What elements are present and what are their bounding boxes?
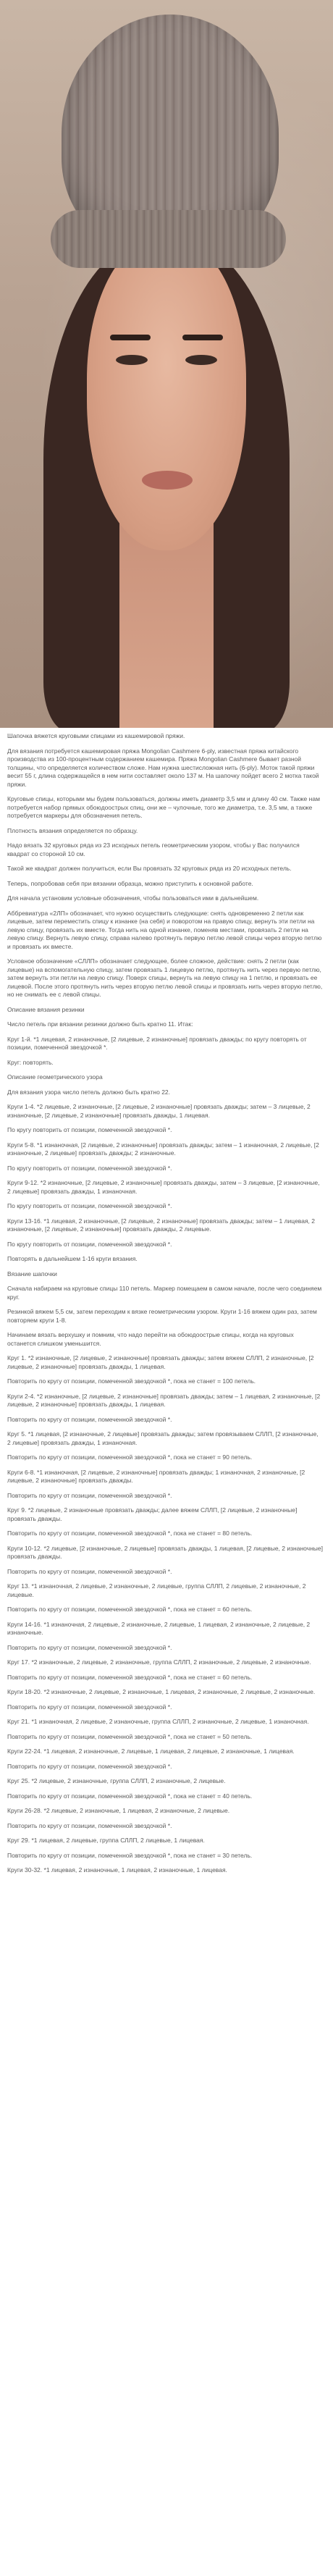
article-paragraph: Условное обозначение «СЛЛП» обозначает следующее, более сложное, действие: снять 2 петли (как лицевые) на вспомогательную спицу, затем провязать 1 лицевую петлю, протянуть нить через первую петлю, затем вернуть эти петли на левую спицу. Поверх спицы, вернуть на левую спицу на 1 петлю, и провязать ее лицевой. После этого протянуть нить через вторую петлю левой спицы и провязать нить через вторую петлю, но не снимать ее с левой спицы.	[7, 957, 324, 998]
article-paragraph: Круг 1. *2 изнаночные, [2 лицевые, 2 изнаночные] провязать дважды; затем вяжем СЛЛП, 2 изнаночные, [2 лицевые, 2 изнаночные] провязать дважды, 1 лицевая.	[7, 1354, 316, 1370]
face	[87, 239, 246, 550]
article-paragraph: Круги 1-4. *2 лицевые, 2 изнаночные, [2 лицевые, 2 изнаночные] провязать дважды; затем – 3 лицевые, 2 изнаночные, [2 лицевые, 2 изнаночные] провязать дважды, 1 лицевая.	[7, 1103, 313, 1119]
article-paragraph: Круг 1-й. *1 лицевая, 2 изнаночные, [2 лицевые, 2 изнаночные] провязать дважды; по кругу повторять от позиции, помеченной звездочкой *.	[7, 1035, 308, 1051]
article-paragraph: Повторить по кругу от позиции, помеченной звездочкой *, пока не станет = 40 петель.	[7, 1792, 253, 1800]
article-paragraph: Повторить по кругу от позиции, помеченной звездочкой *.	[7, 1643, 172, 1651]
article-body	[0, 728, 333, 1875]
article-paragraph: Повторить по кругу от позиции, помеченной звездочкой *.	[7, 1415, 172, 1423]
article-paragraph: Повторить по кругу от позиции, помеченной звездочкой *, пока не станет = 100 петель.	[7, 1377, 256, 1385]
article-paragraph: Круги 14-16. *1 изнаночная, 2 лицевые, 2 изнаночные, 2 лицевые, 1 лицевая, 2 изнаночные, 2 лицевые, 2 изнаночные.	[7, 1620, 312, 1636]
article-paragraph: Повторить по кругу от позиции, помеченной звездочкой *.	[7, 1821, 172, 1829]
article-paragraph: Повторить по кругу от позиции, помеченной звездочкой *.	[7, 1703, 172, 1711]
article-paragraph: Круги 26-28. *2 лицевые, 2 изнаночные, 1 лицевая, 2 изнаночные, 2 лицевые.	[7, 1807, 230, 1814]
article-paragraph: По кругу повторить от позиции, помеченной звездочкой *.	[7, 1240, 172, 1248]
right-eyebrow	[182, 335, 223, 340]
article-paragraph: Повторить по кругу от позиции, помеченной звездочкой *.	[7, 1762, 172, 1770]
article-paragraph: Круги 5-8. *1 изнаночная, [2 лицевые, 2 изнаночные] провязать дважды; затем – 1 изнаночная, 2 лицевые, [2 изнаночные, 2 лицевые] провязать дважды; 2 изнаночные.	[7, 1141, 321, 1157]
article-paragraph: Круги 10-12. *2 лицевые, [2 изнаночные, 2 лицевые] провязать дважды, 1 лицевая, [2 лицевые, 2 изнаночные] провязать дважды.	[7, 1544, 325, 1560]
article-paragraph: По кругу повторить от позиции, помеченной звездочкой *.	[7, 1164, 172, 1172]
article-paragraph: Повторить по кругу от позиции, помеченной звездочкой *, пока не станет = 90 петель.	[7, 1453, 253, 1461]
article-paragraph: Круг 13. *1 изнаночная, 2 лицевые, 2 изнаночные, 2 лицевые, группа СЛЛП, 2 лицевые, 2 изнаночные, 2 лицевые.	[7, 1582, 308, 1598]
article-paragraph: Для вязания узора число петель должно быть кратно 22.	[7, 1088, 171, 1096]
left-eyebrow	[110, 335, 151, 340]
article-paragraph: Повторить по кругу от позиции, помеченной звездочкой *, пока не станет = 30 петель.	[7, 1851, 253, 1859]
article-paragraph: Повторить по кругу от позиции, помеченной звездочкой *, пока не станет = 80 петель.	[7, 1530, 253, 1537]
article-paragraph: Надо вязать 32 круговых ряда из 23 исходных петель геометрическим узором, чтобы у Вас получился квадрат со стороной 10 см.	[7, 842, 302, 857]
article-paragraph: Повторить по кругу от позиции, помеченной звездочкой *.	[7, 1491, 172, 1499]
article-paragraph: Начинаем вязать верхушку и помним, что надо перейти на обоюдоострые спицы, когда на круговых останется слишком уменьшится.	[7, 1331, 296, 1347]
article-paragraph: Круги 30-32. *1 лицевая, 2 изнаночные, 1 лицевая, 2 изнаночные, 1 лицевая.	[7, 1866, 227, 1874]
article-paragraph: Описание геометрического узора	[7, 1073, 103, 1081]
right-eye	[185, 355, 217, 365]
article-paragraph: Круги 22-24. *1 лицевая, 2 изнаночные, 2 лицевые, 1 лицевая, 2 лицевые, 2 изнаночные, 1 лицевая.	[7, 1748, 295, 1755]
article-paragraph: Круг 17. *2 изнаночные, 2 лицевые, 2 изнаночные, группа СЛЛП, 2 изнаночные, 2 лицевые, 2 изнаночные.	[7, 1658, 311, 1666]
article-paragraph: Круги 18-20. *2 изнаночные, 2 лицевые, 2 изнаночные, 1 лицевая, 2 изнаночные, 2 лицевые, 2 изнаночные.	[7, 1688, 316, 1695]
article-paragraph: Описание вязания резинки	[7, 1005, 85, 1013]
article-paragraph: Для вязания потребуется кашемировая пряжа Mongolian Cashmere 6-ply, известная пряжа китайского производства из 100-процентным содержанием кашемира. Пряжа Mongolian Cashmere бывает разной толщины, что определяется количеством сложе. Нам нужна шестисложная нить (6-ply). Моток такой пряжи весит 55 г, длина содержащейся в нем нити составляет около 137 м. На шапочку пойдет всего 2 мотка такой пряжи.	[7, 747, 321, 788]
article-paragraph: По кругу повторить от позиции, помеченной звездочкой *.	[7, 1202, 172, 1209]
hero-photo	[0, 0, 333, 728]
article-paragraph: Круговые спицы, которыми мы будем пользоваться, должны иметь диаметр 3,5 мм и длину 40 см. Также нам потребуется набор прямых обоюдоострых спиц, они же – чулочные, того же диаметра, т.е. 3,5 мм, а также потребуется маркеры для обозначения петель.	[7, 795, 322, 819]
article-paragraph: Аббревиатура «2ЛП» обозначает, что нужно осуществить следующие: снять одновременно 2 петли как лицевые, затем переместить спицу к изнанке (на себя) и поворотом на правую спицу, вернуть эти петли на левую спицу, провязать их вместе. Тогда нить на одной изнанке, поменяв местами, провязать 2 петли на левую спицу. Вернуть левую спицу, справа налево протянуть первую петлю левой спицы через вторую петлю и провязать их вместе.	[7, 909, 324, 950]
article-paragraph: Теперь, попробовав себя при вязании образца, можно приступить к основной работе.	[7, 879, 253, 887]
article-paragraph: Круг 29. *1 лицевая, 2 лицевые, группа СЛЛП, 2 лицевые, 1 лицевая.	[7, 1837, 205, 1844]
article-paragraph: Повторить по кругу от позиции, помеченной звездочкой *, пока не станет = 50 петель.	[7, 1732, 253, 1740]
article-paragraph: Повторить по кругу от позиции, помеченной звездочкой *.	[7, 1567, 172, 1575]
article-paragraph: Такой же квадрат должен получиться, если Вы провязать 32 круговых ряда из 20 исходных петель.	[7, 865, 292, 872]
article-paragraph: Резинкой вяжем 5,5 см, затем переходим к вязке геометрическим узором. Круги 1-16 вяжем один раз, затем повторяем круги 1-8.	[7, 1308, 319, 1324]
article-paragraph: Круг 5. *1 лицевая, [2 изнаночные, 2 лицевые] провязать дважды; затем провязываем СЛЛП, [2 изнаночные, 2 лицевые] провязать дважды, 1 изнаночная.	[7, 1430, 321, 1446]
article-paragraph: Число петель при вязании резинки должно быть кратно 11. Итак:	[7, 1020, 193, 1028]
article-paragraph: Шапочка вяжется круговыми спицами из кашемировой пряжи.	[7, 732, 185, 739]
lips	[142, 471, 193, 490]
article-paragraph: Круги 13-16. *1 лицевая, 2 изнаночные, [2 лицевые, 2 изнаночные] провязать дважды; затем – 1 лицевая, 2 изнаночные, [2 лицевые, 2 изнаночные] провязать дважды, 2 лицевые.	[7, 1217, 317, 1233]
left-eye	[116, 355, 148, 365]
article-paragraph: Круг: повторять.	[7, 1058, 54, 1066]
article-paragraph: По кругу повторить от позиции, помеченной звездочкой *.	[7, 1126, 172, 1133]
article-paragraph: Круги 6-8. *1 изнаночная, [2 лицевые, 2 изнаночные] провязать дважды; 1 изнаночная, 2 изнаночные, [2 лицевые, 2 изнаночные] провязать дважды.	[7, 1468, 307, 1484]
article-paragraph: Повторять в дальнейшем 1-16 круги вязания.	[7, 1255, 138, 1262]
article-paragraph: Вязание шапочки	[7, 1270, 57, 1277]
article-paragraph: Повторить по кругу от позиции, помеченной звездочкой *, пока не станет = 60 петель.	[7, 1673, 253, 1681]
article-paragraph: Для начала установим условные обозначения, чтобы пользоваться ими в дальнейшем.	[7, 894, 259, 902]
article-paragraph: Круг 21. *1 изнаночная, 2 лицевые, 2 изнаночные, группа СЛЛП, 2 изнаночные, 2 лицевые, 1 изнаночная.	[7, 1718, 309, 1725]
hat-brim	[51, 210, 286, 268]
article-paragraph: Круг 25. *2 лицевые, 2 изнаночные, группа СЛЛП, 2 изнаночные, 2 лицевые.	[7, 1777, 226, 1784]
article-paragraph: Сначала набираем на круговые спицы 110 петель. Маркер помещаем в самом начале, после чего соединяем круг.	[7, 1285, 324, 1301]
article-paragraph: Повторить по кругу от позиции, помеченной звездочкой *, пока не станет = 60 петель.	[7, 1606, 253, 1613]
article-paragraph: Круги 2-4. *2 изнаночные, [2 лицевые, 2 изнаночные] провязать дважды; затем – 1 лицевая, 2 изнаночные, [2 лицевые, 2 изнаночные] провязать дважды, 1 лицевая.	[7, 1392, 322, 1408]
article-paragraph: Круги 9-12. *2 изнаночные, [2 лицевые, 2 изнаночные] провязать дважды, затем – 3 лицевые, [2 изнаночные, 2 лицевые] провязать дважды, 1 изнаночная.	[7, 1179, 321, 1195]
article-paragraph: Круг 9. *2 лицевые, 2 изнаночные провязать дважды; далее вяжем СЛЛП, [2 лицевые, 2 изнаночные] провязать дважды.	[7, 1506, 299, 1522]
article-paragraph: Плотность вязания определяется по образцу.	[7, 826, 138, 834]
